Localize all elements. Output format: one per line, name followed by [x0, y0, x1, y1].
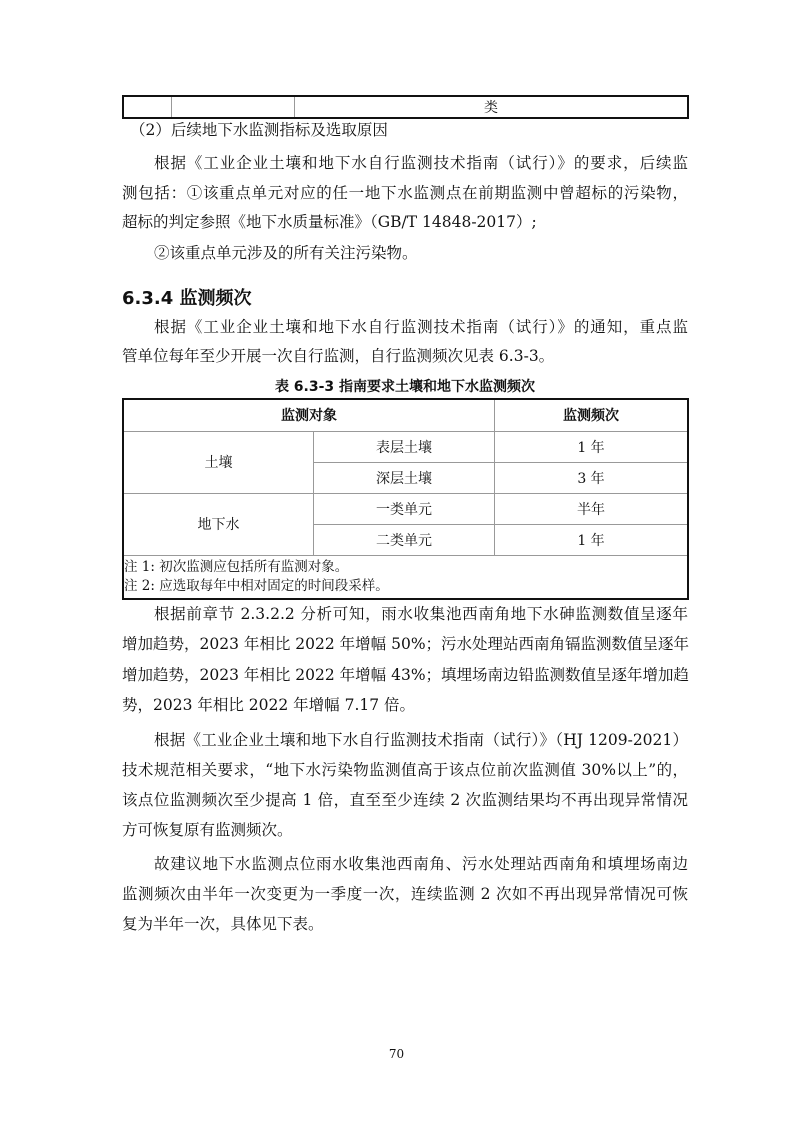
- paragraph-line: 增加趋势，2023 年相比 2022 年增幅 43%；填埋场南边铅监测数值呈逐年增加趋: [122, 666, 690, 684]
- frequency-table: [122, 398, 689, 600]
- table-caption: 表 6.3-3 指南要求土壤和地下水监测频次: [274, 379, 536, 395]
- previous-table-fragment: [122, 95, 689, 119]
- table-cell: 二类单元: [314, 524, 495, 555]
- paragraph-line: 复为半年一次，具体见下表。: [122, 915, 324, 933]
- paragraph-line: 根据《工业企业土壤和地下水自行监测技术指南（试行）》（HJ 1209-2021）: [154, 731, 688, 749]
- paragraph-line: 根据前章节 2.3.2.2 分析可知，雨水收集池西南角地下水砷监测数值呈逐年: [154, 605, 688, 623]
- table-cell: 一类单元: [314, 493, 495, 524]
- table-cell: 1 年: [495, 524, 689, 555]
- page-number: 70: [388, 1047, 405, 1061]
- paragraph-line: 测包括：①该重点单元对应的任一地下水监测点在前期监测中曾超标的污染物，: [122, 184, 688, 202]
- table-cell: 表层土壤: [314, 431, 495, 462]
- paragraph-line: 势，2023 年相比 2022 年增幅 7.17 倍。: [122, 696, 416, 714]
- group-cell: 地下水: [123, 493, 314, 555]
- paragraph-line: 根据《工业企业土壤和地下水自行监测技术指南（试行）》的通知，重点监: [154, 318, 688, 336]
- section-heading: 6.3.4 监测频次: [122, 288, 252, 309]
- table-cell: 3 年: [495, 462, 689, 493]
- table-note: 注 1: 初次监测应包括所有监测对象。: [124, 558, 349, 575]
- table-cell: 1 年: [495, 431, 689, 462]
- table-cell: 半年: [495, 493, 689, 524]
- paragraph-line: 根据《工业企业土壤和地下水自行监测技术指南（试行）》的要求，后续监: [154, 154, 688, 172]
- paragraph: ②该重点单元涉及的所有关注污染物。: [154, 244, 418, 262]
- paragraph-line: 该点位监测频次至少提高 1 倍，直至至少连续 2 次监测结果均不再出现异常情况: [122, 791, 688, 809]
- header-cell: 监测频次: [495, 399, 689, 431]
- paragraph-line: 增加趋势，2023 年相比 2022 年增幅 50%；污水处理站西南角镉监测数值呈逐年: [122, 635, 690, 653]
- table-cell: 深层土壤: [314, 462, 495, 493]
- table-note: 注 2: 应选取每年中相对固定的时间段采样。: [124, 577, 389, 594]
- group-cell: 土壤: [123, 431, 314, 493]
- sub-heading: （2）后续地下水监测指标及选取原因: [130, 121, 388, 139]
- paragraph-line: 故建议地下水监测点位雨水收集池西南角、污水处理站西南角和填埋场南边: [154, 855, 688, 873]
- paragraph-line: 方可恢复原有监测频次。: [122, 821, 293, 839]
- paragraph-line: 技术规范相关要求，“地下水污染物监测值高于该点位前次监测值 30%以上”的，: [122, 761, 688, 779]
- paragraph-line: 管单位每年至少开展一次自行监测，自行监测频次见表 6.3-3。: [122, 347, 555, 365]
- paragraph-line: 超标的判定参照《地下水质量标准》（GB/T 14848-2017）;: [122, 213, 537, 231]
- table-cell: 类: [295, 96, 689, 118]
- paragraph-line: 监测频次由半年一次变更为一季度一次，连续监测 2 次如不再出现异常情况可恢: [122, 885, 688, 903]
- header-cell: 监测对象: [123, 399, 495, 431]
